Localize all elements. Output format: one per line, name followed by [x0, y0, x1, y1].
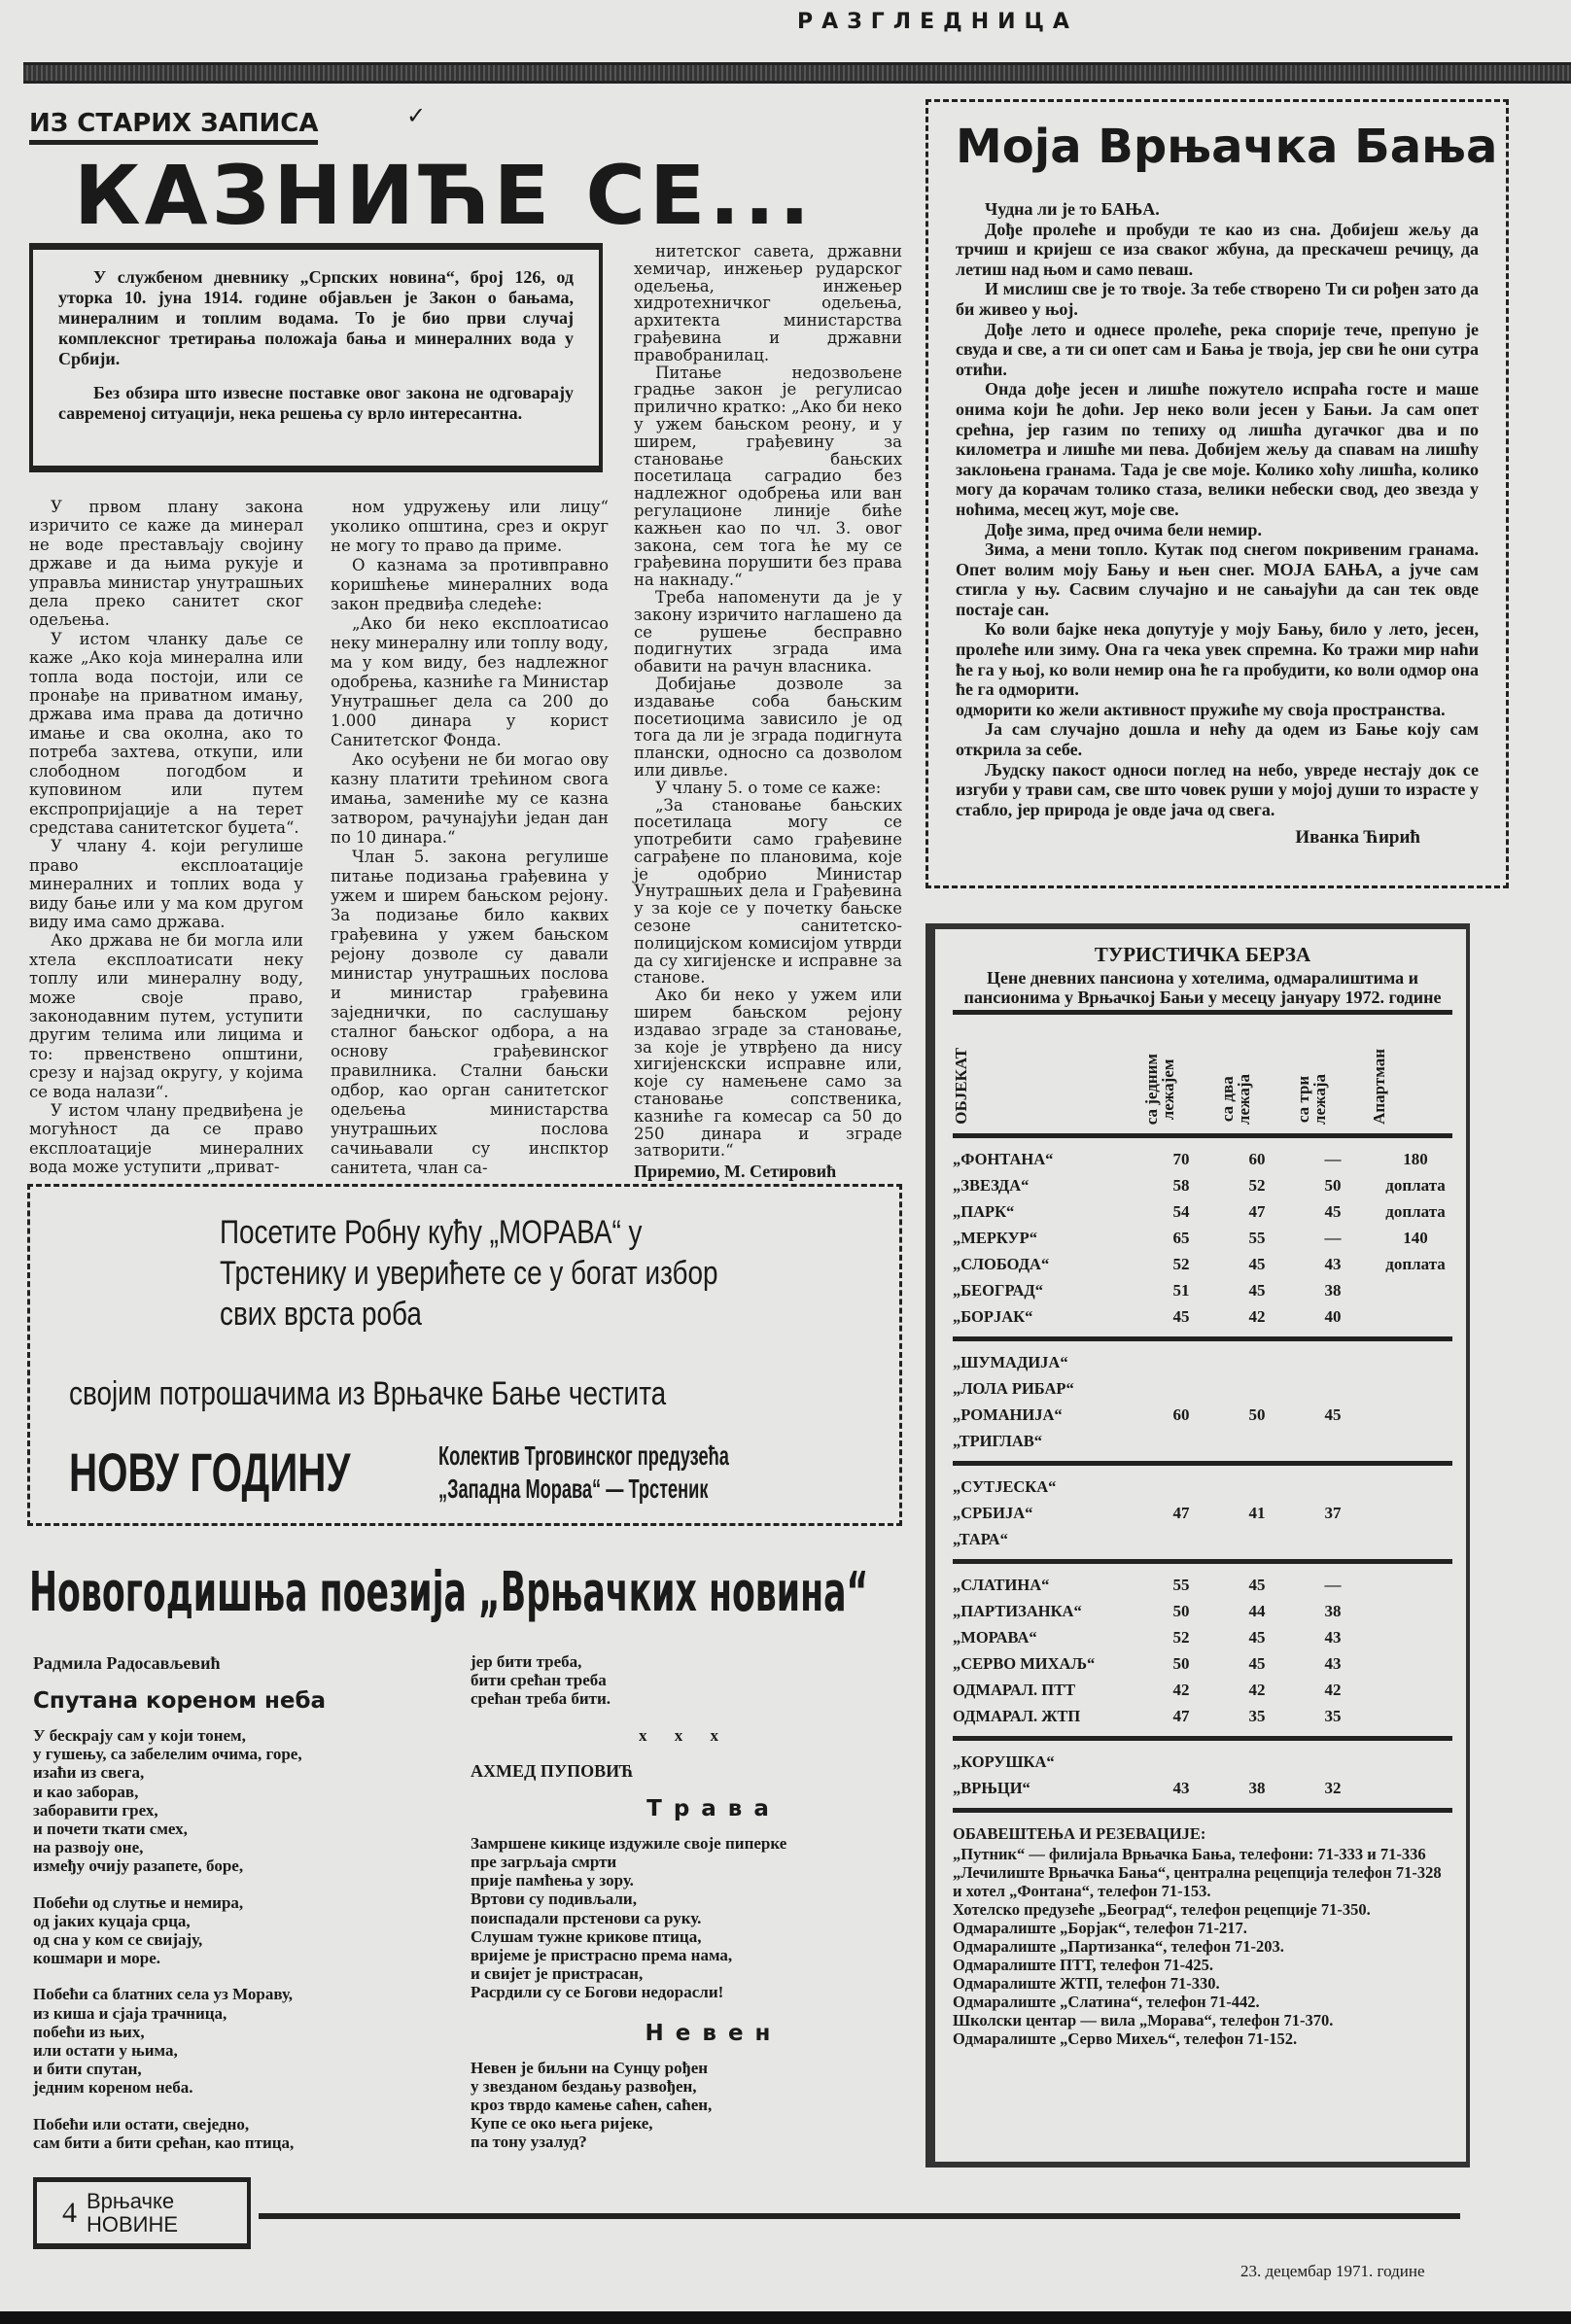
- paragraph: Дође пролеће и пробуди те као из сна. Добијеш жељу да трчиш и кријеш се иза сваког жбуна, да прескачеш речицу, да летиш над њом и само певаш.: [956, 219, 1479, 279]
- poem-line: и свијет је пристрасан,: [471, 1964, 644, 1984]
- ad-signature: [438, 1439, 886, 1506]
- hotel-name: „ФОНТАНА“: [953, 1150, 1054, 1168]
- poem-line: Побећи или остати, свеједно,: [33, 2114, 250, 2133]
- article-kicker: ИЗ СТАРИХ ЗАПИСА: [29, 109, 318, 145]
- poem-line: Расрдили су се Богови недорасли!: [471, 1983, 724, 2002]
- price-double: 45: [1248, 1281, 1266, 1300]
- hotel-name: „ЗВЕЗДА“: [953, 1176, 1030, 1195]
- price-apartment: доплата: [1385, 1255, 1446, 1273]
- info-line: Одмаралиште ПТТ, телефон 71-425.: [953, 1956, 1213, 1974]
- poem-line: У бескрају сам у који тонем,: [33, 1726, 246, 1745]
- table-row: [953, 1303, 1452, 1330]
- price-apartment: 140: [1403, 1229, 1428, 1247]
- poetry-title: Новогодишња поезија „Врњачких новина“: [29, 1561, 869, 1624]
- poem-line: и као заборав,: [33, 1782, 139, 1801]
- poem-line: па тону узалуд?: [471, 2133, 587, 2152]
- poem-line: или остати у њима,: [33, 2041, 178, 2061]
- berza-subtitle: Цене дневних пансиона у хотелима, одмаралиштима и пансионима у Врњачкој Бањи у месецу јануару 1972. године: [963, 968, 1442, 1007]
- info-line: Школски центар — вила „Морава“, телефон 71-370.: [953, 2011, 1334, 2029]
- poem-lines: [471, 2059, 898, 2152]
- top-rule: [23, 62, 1571, 84]
- article-column-2: [331, 498, 609, 1178]
- article-column-3: [634, 243, 902, 1181]
- newspaper-masthead: [33, 2177, 251, 2249]
- poem-line: на развоју оне,: [33, 1838, 144, 1857]
- paragraph: И мислиш све је то твоје. За тебе створено Ти си рођен зато да би живео у њој.: [956, 279, 1479, 319]
- hotel-name: „СЛОБОДА“: [953, 1255, 1050, 1273]
- price-double: 55: [1248, 1229, 1266, 1247]
- paragraph: У члану 4. који регулише право експлоатације минералних и топлих вода у виду бање или у ма ком другом виду има само држава.: [29, 837, 303, 931]
- price-double: 50: [1248, 1405, 1266, 1424]
- column-header: ОБЈЕКАТ: [952, 1048, 970, 1125]
- price-triple: 38: [1324, 1602, 1342, 1620]
- masthead-line: Врњачке: [87, 2188, 175, 2213]
- price-double: 60: [1248, 1150, 1266, 1168]
- price-triple: 32: [1324, 1779, 1342, 1797]
- table-rule: [953, 1736, 1452, 1741]
- poem-line: и почети ткати смех,: [33, 1820, 188, 1839]
- info-line: Одмаралиште ЖТП, телефон 71-330.: [953, 1974, 1220, 1993]
- ad-line: Посетите Робну кућу „МОРАВА“ у: [220, 1214, 643, 1251]
- table-rule: [953, 1461, 1452, 1466]
- paragraph: Треба напоменути да је у закону изричито наглашено да се рушење бесправно подигнутих зграда има обавити на рачун власника.: [634, 587, 902, 676]
- price-double: 41: [1248, 1504, 1266, 1522]
- table-rule: [953, 1559, 1452, 1564]
- paragraph: нитетског савета, државни хемичар, инжењер рударског одељења, инжењер хидротехничког одељења, архитекта министарства грађевина и државни правобранилац.: [634, 242, 902, 364]
- column-header: са три лежаја: [1294, 1073, 1329, 1125]
- poem-stanza: [33, 2115, 451, 2152]
- ad-bottom: [69, 1439, 860, 1506]
- table-row: [953, 1526, 1452, 1552]
- poem-title: Спутана кореном неба: [33, 1688, 327, 1714]
- table-group: [953, 1567, 1452, 1733]
- poem-line: побећи из њих,: [33, 2022, 145, 2041]
- price-single: 50: [1172, 1602, 1190, 1620]
- table-row: [953, 1474, 1452, 1500]
- poem-line: од јаких куцаја срца,: [33, 1911, 191, 1930]
- ad-line: Трстенику и уверићете се у богат избор: [220, 1255, 718, 1292]
- price-single: 58: [1172, 1176, 1190, 1195]
- price-apartment: 180: [1403, 1150, 1428, 1168]
- poem-author: Радмила Радосављевић: [33, 1653, 221, 1673]
- lead-paragraph: Без обзира што извесне поставке овог закона не одговарају савременој ситуацији, нека решења су врло интересантна.: [58, 383, 574, 423]
- table-rule: [953, 1133, 1452, 1138]
- info-line: Хотелско предузеће „Београд“, телефон рецепције 71-350.: [953, 1900, 1371, 1919]
- price-double: 42: [1248, 1681, 1266, 1699]
- hotel-name: ОДМАРАЛ. ЖТП: [953, 1707, 1081, 1725]
- paragraph: Зима, а мени топло. Кутак под снегом покривеним гранама. Опет волим моју Бању и њен снег. МОЈА БАЊА, а јуче сам стигла у њу. Сасвим случајно и не сањајући да сан тек овде постаје сан.: [956, 539, 1479, 619]
- price-single: 47: [1172, 1504, 1190, 1522]
- paragraph: Људску пакост односи поглед на небо, увреде нестају док се изгуби у трави сам, све што човек руши у мојој души то израсте у стабло, јер природа је овде јача од свега.: [956, 759, 1479, 819]
- poem-line: кроз тврдо камење саћен, саћен,: [471, 2096, 713, 2115]
- poem-line: из киша и сјаја трачница,: [33, 2003, 227, 2023]
- price-triple: —: [1324, 1576, 1342, 1594]
- table-row: [953, 1172, 1452, 1198]
- price-single: 54: [1172, 1202, 1190, 1221]
- price-triple: 38: [1324, 1281, 1342, 1300]
- paragraph: Ако би неко у ужем или ширем бањском рејону издавао зграде за становање, за које је утврђено да нису хигијенскски исправне или, које су намењене само за становање сопственика, казниће га комесар са 50 до 250 динара и зграде затворити.“: [634, 986, 902, 1161]
- checkmark-icon: ✓: [406, 102, 427, 129]
- hotel-name: „СЕРВО МИХАЉ“: [953, 1654, 1096, 1673]
- paragraph: Питање недозвољене градње закон је регулисао прилично кратко: „Ако би неко у ужем бањском реону, и у ширем, грађевину за становање бањских посетилаца саградио без надлежног одобрења или ван регулационе линије биће кажњен као по чл. 3. овог закона, сем тога ће му се грађевина порушити без права на накнаду.“: [634, 363, 902, 590]
- table-group: [953, 1344, 1452, 1458]
- paragraph: Добијање дозволе за издавање соба бањским посетиоцима зависило је од тога да ли је зграда подигнута плански, односно са дозволом или дивље.: [634, 674, 902, 780]
- moja-banja-author: Иванка Ћирић: [1295, 827, 1420, 849]
- poem-lines: [471, 1834, 898, 2002]
- hotel-name: „БОРЈАК“: [953, 1307, 1033, 1326]
- table-row: [953, 1225, 1452, 1251]
- poem-line: једним кореном неба.: [33, 2078, 193, 2098]
- table-row: [953, 1349, 1452, 1375]
- poem-column-1: [33, 1652, 451, 2169]
- poem-line: срећан треба бити.: [471, 1689, 611, 1709]
- poem-line: кошмари и море.: [33, 1949, 161, 1968]
- ad-sign-line: Колектив Трговинског предузећа: [438, 1440, 729, 1471]
- paragraph: Чудна ли је то БАЊА.: [985, 199, 1160, 219]
- table-row: [953, 1677, 1452, 1703]
- poem-stanza: [33, 1893, 451, 1968]
- table-row: [953, 1703, 1452, 1729]
- poem-line: у гушењу, са забелелим очима, горе,: [33, 1745, 302, 1764]
- price-single: 65: [1172, 1229, 1190, 1247]
- masthead-line: НОВИНЕ: [87, 2211, 179, 2237]
- column-header: са једним лежајем: [1142, 1053, 1177, 1125]
- info-line: „Лечилиште Врњачка Бања“, централна рецепција телефон 71-328 и хотел „Фонтана“, телефон 71-153.: [953, 1863, 1442, 1900]
- table-rule: [953, 1808, 1452, 1813]
- table-rule: [953, 1336, 1452, 1341]
- price-single: 55: [1172, 1576, 1190, 1594]
- poem-stanza: [33, 1985, 451, 2097]
- hotel-name: „МЕРКУР“: [953, 1229, 1037, 1247]
- paragraph: Члан 5. закона регулише питање подизања грађевина у ужем и ширем бањском рејону. За подизање било каквих грађевина у ужем бањском рејону дозволе су давали министар унутрашњих послова и министар грађевина заједнички, по саслушању сталног бањског одбора, а на основу грађевинског правилника. Стални бањски одбор, као орган санитетског одељења министарства унутрашњих послова сачињавали су инспктор санитета, члан са-: [331, 848, 609, 1177]
- hotel-name: „СУТЈЕСКА“: [953, 1477, 1057, 1496]
- table-row: [953, 1749, 1452, 1775]
- table-row: [953, 1775, 1452, 1801]
- ad-line: свих врста роба: [220, 1296, 422, 1333]
- hotel-name: „ЛОЛА РИБАР“: [953, 1379, 1074, 1398]
- price-triple: 45: [1324, 1405, 1342, 1424]
- poem-line: прије памћења у зору.: [471, 1871, 634, 1890]
- poem-line: вријеме је пристрасно према нама,: [471, 1946, 733, 1965]
- price-double: 47: [1248, 1202, 1266, 1221]
- ad-line: својим потрошачима из Врњачке Бање честита: [69, 1375, 667, 1412]
- table-row: [953, 1650, 1452, 1677]
- info-line: Одмаралиште „Слатина“, телефон 71-442.: [953, 1993, 1260, 2011]
- article-lead-box: [29, 243, 603, 472]
- article-column-1: [29, 498, 303, 1177]
- info-line: Одмаралиште „Борјак“, телефон 71-217.: [953, 1919, 1247, 1937]
- price-single: 60: [1172, 1405, 1190, 1424]
- paragraph: У првом плану закона изричито се каже да минерал не воде престављају својину државе и да њима рукује и управља министар унутрашњих дела преко санитет ског одељења.: [29, 498, 303, 630]
- paragraph: О казнама за противправно коришћење минералних вода закон предвиђа следеће:: [331, 556, 609, 613]
- price-triple: 50: [1324, 1176, 1342, 1195]
- poem-line: између очију разапете, боре,: [33, 1856, 244, 1876]
- poem-line: поиспадали прстенови са руку.: [471, 1908, 702, 1927]
- price-single: 42: [1172, 1681, 1190, 1699]
- paragraph: „Ако би неко експлоатисао неку минералну или топлу воду, ма у ком виду, без надлежног одобрења, казниће га Министар Унутрашњег дела са 200 до 1.000 динара у корист Санитетског Фонда.: [331, 614, 609, 749]
- poem-line: пре загрљаја смрти: [471, 1853, 617, 1872]
- tourist-exchange-box: [925, 923, 1470, 2168]
- table-row: [953, 1146, 1452, 1172]
- hotel-name: ОДМАРАЛ. ПТТ: [953, 1681, 1076, 1699]
- poem-line: Невен је биљни на Сунцу рођен: [471, 2058, 709, 2077]
- moja-banja-box: [925, 99, 1509, 888]
- paragraph: Дође лето и однесе пролеће, река спорије тече, препуно је свуда и све, а ти си опет сам и Бања је твоја, јер сви ће они сутра отићи.: [956, 319, 1479, 379]
- price-triple: 45: [1324, 1202, 1342, 1221]
- column-header: са два лежаја: [1218, 1073, 1253, 1125]
- hotel-name: „ПАРТИЗАНКА“: [953, 1602, 1082, 1620]
- poem-line: Побећи са блатних села уз Мораву,: [33, 1985, 294, 2004]
- price-apartment: доплата: [1385, 1176, 1446, 1195]
- table-row: [953, 1375, 1452, 1402]
- poem-continuation: [471, 1652, 898, 1709]
- section-title: РАЗГЛЕДНИЦА: [797, 10, 1078, 34]
- table-body: [953, 1141, 1452, 1813]
- price-triple: 35: [1324, 1707, 1342, 1725]
- poem-line: бити срећан треба: [471, 1671, 607, 1690]
- column-header: Апартман: [1370, 1049, 1388, 1125]
- poem-line: од сна у ком се свијају,: [33, 1930, 203, 1950]
- ad-sign-line: „Западна Морава“ — Трстеник: [438, 1474, 709, 1504]
- table-row: [953, 1251, 1452, 1277]
- table-row: [953, 1598, 1452, 1624]
- info-line: „Путник“ — филијала Врњачка Бања, телефони: 71-333 и 71-336: [953, 1845, 1426, 1863]
- price-apartment: доплата: [1385, 1202, 1446, 1221]
- price-single: 70: [1172, 1150, 1190, 1168]
- hotel-name: „ШУМАДИЈА“: [953, 1353, 1068, 1371]
- page-edge: [0, 2311, 1571, 2324]
- table-group: [953, 1141, 1452, 1334]
- moja-banja-body: [956, 199, 1479, 819]
- hotel-name: „СЛАТИНА“: [953, 1576, 1050, 1594]
- price-double: 52: [1248, 1176, 1266, 1195]
- paragraph: Дође зима, пред очима бели немир.: [985, 519, 1262, 539]
- price-double: 45: [1248, 1576, 1266, 1594]
- price-double: 45: [1248, 1654, 1266, 1673]
- poem-title: Трава: [646, 1795, 781, 1821]
- poem-separator: x x x: [639, 1725, 730, 1745]
- table-row: [953, 1572, 1452, 1598]
- info-line: Одмаралиште „Серво Михељ“, телефон 71-152.: [953, 2029, 1298, 2048]
- price-triple: 40: [1324, 1307, 1342, 1326]
- morava-advertisement: [27, 1184, 902, 1526]
- price-single: 51: [1172, 1281, 1190, 1300]
- article-byline: Приремио, М. Сетировић: [634, 1162, 837, 1182]
- hotel-name: „БЕОГРАД“: [953, 1281, 1043, 1300]
- table-row: [953, 1624, 1452, 1650]
- berza-title: ТУРИСТИЧКА БЕРЗА: [1094, 943, 1311, 966]
- hotel-name: „ПАРК“: [953, 1202, 1015, 1221]
- table-group: [953, 1744, 1452, 1805]
- price-triple: —: [1324, 1229, 1342, 1247]
- hotel-name: „КОРУШКА“: [953, 1752, 1055, 1771]
- table-row: [953, 1198, 1452, 1225]
- paragraph: Ако осуђени не би могао ову казну платити трећином свога имања, замениће му се казна затвором, рачунајући један дан по 10 динара.“: [331, 750, 609, 847]
- price-triple: 37: [1324, 1504, 1342, 1522]
- paragraph: Ако држава не би могла или хтела експлоатисати неку топлу или минералну воду, може своје право, законодавним путем, уступити другим телима или лицима и то: првенствено општини, срезу и најзад округу, у којима се вода налази“.: [29, 931, 303, 1101]
- price-single: 45: [1172, 1307, 1190, 1326]
- poem-stanza: [33, 1726, 451, 1876]
- table-row: [953, 1402, 1452, 1428]
- price-single: 43: [1172, 1779, 1190, 1797]
- reservations-info: [953, 1824, 1452, 2048]
- poem-line: Слушам тужне крикове птица,: [471, 1926, 702, 1946]
- poem-line: и бити спутан,: [33, 2060, 142, 2079]
- paragraph: У члану 5. о томе се каже:: [655, 778, 882, 797]
- paragraph: „За становање бањских посетилаца могу се употребити само грађевине саграђене по плановима, које је одобрио Министар Унутрашњих дела и Грађевина у за које се у почетку бањске сезоне санитетско-полицијском комисијом утврди да су хигијенске и исправне за станове.: [634, 795, 902, 988]
- price-triple: 42: [1324, 1681, 1342, 1699]
- table-group: [953, 1469, 1452, 1556]
- issue-date: 23. децембар 1971. године: [1240, 2262, 1425, 2280]
- table-row: [953, 1428, 1452, 1454]
- price-single: 50: [1172, 1654, 1190, 1673]
- poem-line: Купе се око њега ријеке,: [471, 2114, 653, 2133]
- poem-column-2: [471, 1652, 898, 2169]
- paragraph: ном удружењу или лицу“ уколико општина, срез и округ не могу то право да приме.: [331, 498, 609, 555]
- page-number: 4: [62, 2196, 77, 2229]
- price-double: 42: [1248, 1307, 1266, 1326]
- price-triple: 43: [1324, 1255, 1342, 1273]
- price-double: 35: [1248, 1707, 1266, 1725]
- table-row: [953, 1277, 1452, 1303]
- poem-line: јер бити треба,: [471, 1652, 582, 1671]
- info-title: ОБАВЕШТЕЊА И РЕЗЕВАЦИЈЕ:: [953, 1824, 1206, 1843]
- masthead-name: [87, 2190, 178, 2237]
- price-single: 52: [1172, 1255, 1190, 1273]
- price-double: 45: [1248, 1255, 1266, 1273]
- price-double: 44: [1248, 1602, 1266, 1620]
- poem-line: заборавити грех,: [33, 1800, 158, 1820]
- price-triple: —: [1324, 1150, 1342, 1168]
- price-double: 45: [1248, 1628, 1266, 1647]
- paragraph: Ја сам случајно дошла и нећу да одем из Бање коју сам открила за себе.: [956, 719, 1479, 760]
- moja-banja-title: Моја Врњачка Бања: [956, 120, 1498, 174]
- ad-new-year: НОВУ ГОДИНУ: [69, 1441, 351, 1503]
- article-headline: КАЗНИЋЕ СЕ...: [74, 148, 815, 243]
- table-header: [953, 1018, 1452, 1130]
- hotel-name: „МОРАВА“: [953, 1628, 1037, 1647]
- info-lines: [953, 1845, 1452, 2048]
- footer-rule: [259, 2213, 1460, 2219]
- paragraph: Онда дође јесен и лишће пожутело испраћа госте и маше онима који ће доћи. Јер неко воли јесен у Бањи. Ја сам опет срећна, јер газим по тепиху од лишћа дугачког два и по километра и лишће ми пева. Добијем жељу да спавам на лишћу заклоњена гранама. Тада је све моје. Колико хоћу лишћа, колико могу да корачам толико стаза, велики небески свод, део звезда у ноћима, месец жут, моје све.: [956, 379, 1479, 519]
- hotel-name: „ТАРА“: [953, 1530, 1008, 1548]
- hotel-name: „РОМАНИЈА“: [953, 1405, 1063, 1424]
- table-row: [953, 1500, 1452, 1526]
- price-triple: 43: [1324, 1654, 1342, 1673]
- price-single: 47: [1172, 1707, 1190, 1725]
- price-double: 38: [1248, 1779, 1266, 1797]
- hotel-name: „СРБИЈА“: [953, 1504, 1033, 1522]
- poem-stanzas: [33, 1726, 451, 2152]
- info-line: Одмаралиште „Партизанка“, телефон 71-203.: [953, 1937, 1284, 1956]
- paragraph: Ко воли бајке нека допутује у моју Бању, било у лето, јесен, пролеће или зиму. Она га чека увек спремна. Ко тражи мир наћи ће га у њој, ко воли немир она ће га пробудити, ко воли одмор она ће га одморити.: [956, 619, 1479, 700]
- table-rule: [953, 1010, 1452, 1015]
- price-single: 52: [1172, 1628, 1190, 1647]
- poem-line: сам бити а бити срећан, као птица,: [33, 2133, 295, 2152]
- poem-line: у звезданом бездању развођен,: [471, 2076, 697, 2096]
- poem-line: изаћи из свега,: [33, 1763, 145, 1783]
- poem-line: Вртови су подивљали,: [471, 1890, 637, 1909]
- price-triple: 43: [1324, 1628, 1342, 1647]
- paragraph: У истом члану предвиђена је могућност да се право експлоатације минералних вода може уступити „приват-: [29, 1101, 303, 1177]
- poem-line: Замршене кикице издужиле своје пиперке: [471, 1833, 787, 1853]
- hotel-name: „ТРИГЛАВ“: [953, 1432, 1042, 1450]
- lead-paragraph: У службеном дневнику „Српских новина“, број 126, од уторка 10. јуна 1914. године објављен је Закон о бањама, минералним и топлим водама. То је био први случај комплексног третирања положаја бања и минералних вода у Србији.: [58, 267, 574, 368]
- poem-line: Побећи од слутње и немира,: [33, 1892, 244, 1912]
- hotel-name: „ВРЊЦИ“: [953, 1779, 1030, 1797]
- poem-title: Невен: [645, 2020, 783, 2046]
- paragraph: У истом чланку даље се каже „Ако која минерална или топла вода постоји, или се пронађе на приватном имању, држава има права да дотично имање и сва околна, ако то потреба захтева, откупи, или слободном погодбом и куповином или путем експропријације а на терет средстава санитетског буџета“.: [29, 629, 303, 837]
- paragraph: одморити ко жели активност пружиће му своја пространства.: [956, 699, 1446, 719]
- poem-author: АХМЕД ПУПОВИЋ: [471, 1760, 634, 1781]
